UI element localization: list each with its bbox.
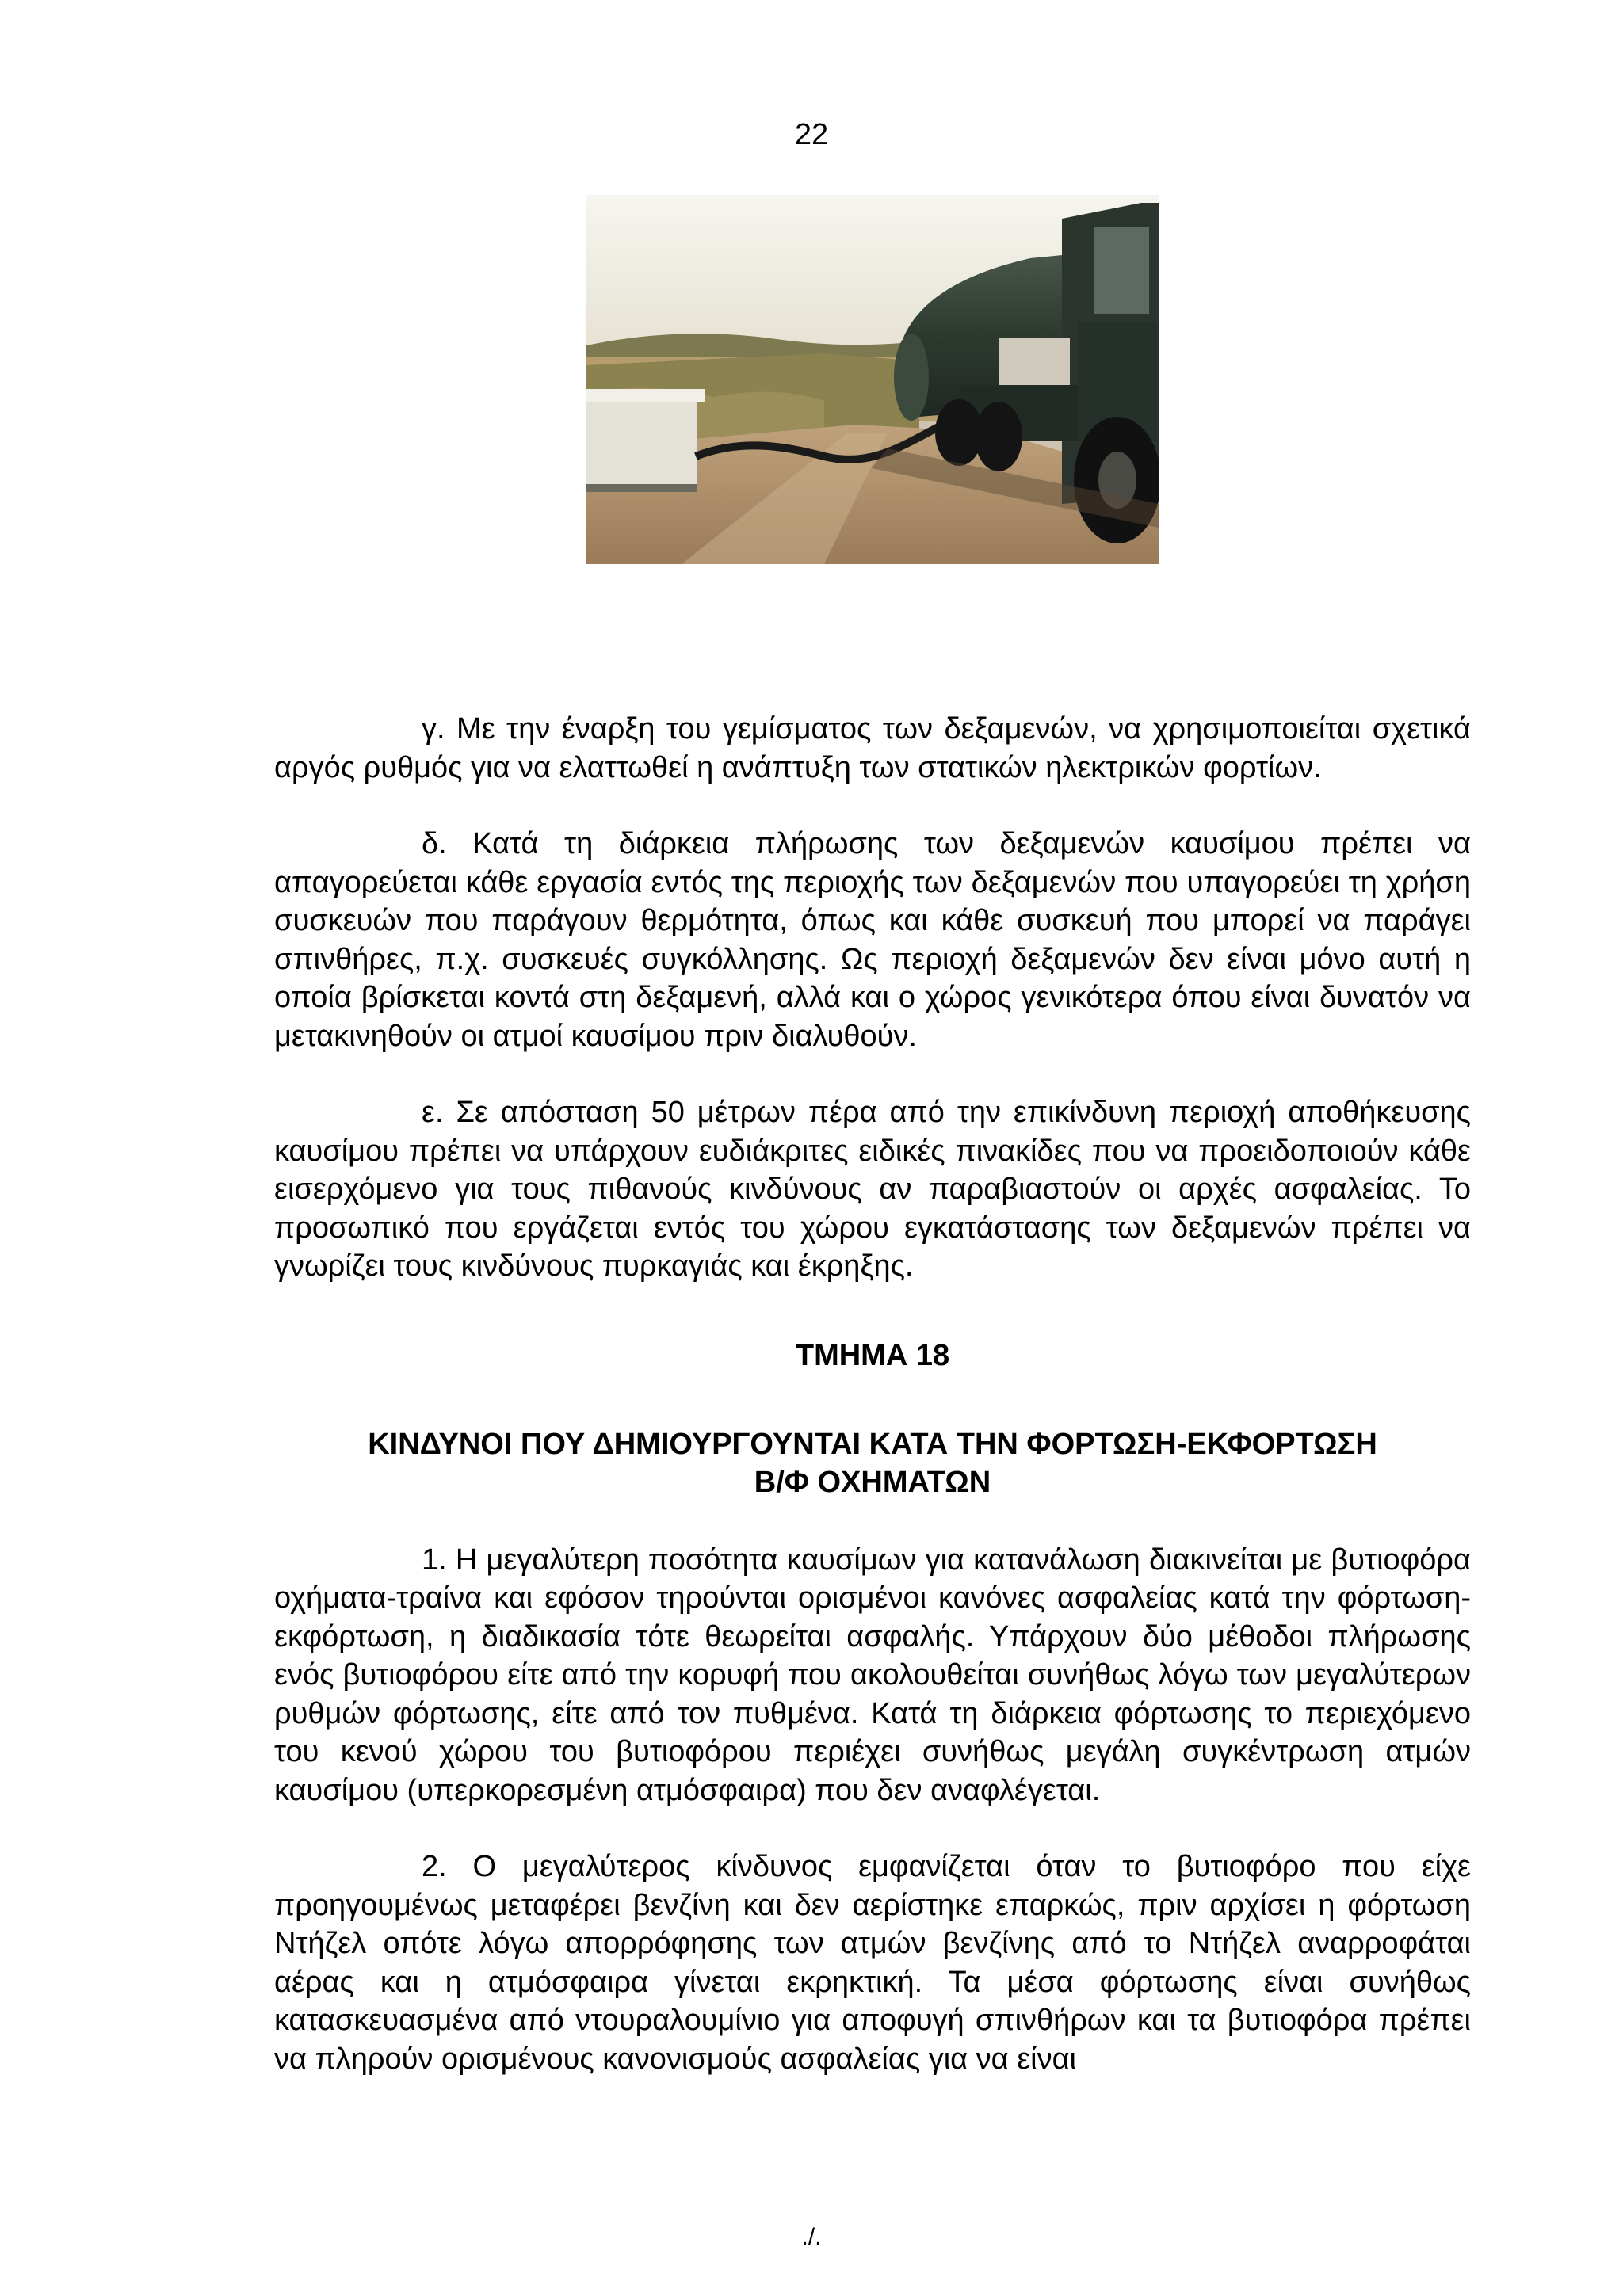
page-footer: ./. — [801, 2224, 822, 2250]
paragraph-gamma: γ. Με την έναρξη του γεμίσματος των δεξαμενών, να χρησιμοποιείται σχετικά αργός ρυθμός για να ελαττωθεί η ανάπτυξη των στατικών ηλεκτρικών φορτίων. — [274, 712, 1471, 784]
section-heading-line-2: Β/Φ ΟΧΗΜΑΤΩΝ — [754, 1465, 991, 1499]
section-paragraph-1: 1. Η μεγαλύτερη ποσότητα καυσίμων για κατανάλωση διακινείται με βυτιοφόρα οχήματα-τραίνα και εφόσον τηρούνται ορισμένοι κανόνες ασφαλείας κατά την φόρτωση-εκφόρτωση, η διαδικασία τότε θεωρείται ασφαλής. Υπάρχουν δύο μέθοδοι πλήρωσης ενός βυτιοφόρου είτε από την κορυφή που ακολουθείται συνήθως λόγω των μεγαλύτερων ρυθμών φόρτωσης, είτε από τον πυθμένα. Κατά τη διάρκεια φόρτωσης το περιεχόμενο του κενού χώρου του βυτιοφόρου περιέχει συνήθως μεγάλη συγκέντρωση ατμών καυσίμου (υπερκορεσμένη ατμόσφαιρα) που δεν αναφλέγεται. — [274, 1543, 1471, 1807]
page-number: 22 — [794, 118, 829, 151]
section-heading — [274, 1425, 1471, 1501]
tanker-truck-photo — [586, 195, 1159, 564]
document-body — [274, 710, 1471, 2078]
section-heading-line-1: ΚΙΝΔΥΝΟΙ ΠΟΥ ΔΗΜΙΟΥΡΓΟΥΝΤΑΙ ΚΑΤΑ ΤΗΝ ΦΟΡΤΩΣΗ-ΕΚΦΟΡΤΩΣΗ — [368, 1427, 1377, 1461]
tanker-truck-image — [586, 195, 1159, 564]
paragraph-epsilon: ε. Σε απόσταση 50 μέτρων πέρα από την επικίνδυνη περιοχή αποθήκευσης καυσίμου πρέπει να υπάρχουν ευδιάκριτες ειδικές πινακίδες που να προειδοποιούν κάθε εισερχόμενο για τους πιθανούς κινδύνους αν παραβιαστούν οι αρχές ασφαλείας. Το προσωπικό που εργάζεται εντός του χώρου εγκατάστασης των δεξαμενών πρέπει να γνωρίζει τους κινδύνους πυρκαγιάς και έκρηξης. — [274, 1096, 1471, 1283]
paragraph-delta: δ. Κατά τη διάρκεια πλήρωσης των δεξαμενών καυσίμου πρέπει να απαγορεύεται κάθε εργασία εντός της περιοχής των δεξαμενών που υπαγορεύει τη χρήση συσκευών που παράγουν θερμότητα, όπως και κάθε συσκευή που μπορεί να παράγει σπινθήρες, π.χ. συσκευές συγκόλλησης. Ως περιοχή δεξαμενών δεν είναι μόνο αυτή η οποία βρίσκεται κοντά στη δεξαμενή, αλλά και ο χώρος γενικότερα όπου είναι δυνατόν να μετακινηθούν οι ατμοί καυσίμου πριν διαλυθούν. — [274, 827, 1471, 1053]
section-number: ΤΜΗΜΑ 18 — [795, 1338, 950, 1372]
section-paragraph-2: 2. Ο μεγαλύτερος κίνδυνος εμφανίζεται όταν το βυτιοφόρο που είχε προηγουμένως μεταφέρει βενζίνη και δεν αερίστηκε επαρκώς, πριν αρχίσει η φόρτωση Ντήζελ οπότε λόγω απορρόφησης των ατμών βενζίνης από το Ντήζελ αναρροφάται αέρας και η ατμόσφαιρα γίνεται εκρηκτική. Τα μέσα φόρτωσης είναι συνήθως κατασκευασμένα από ντουραλουμίνιο για αποφυγή σπινθήρων και τα βυτιοφόρα πρέπει να πληρούν ορισμένους κανονισμούς ασφαλείας για να είναι — [274, 1850, 1471, 2076]
